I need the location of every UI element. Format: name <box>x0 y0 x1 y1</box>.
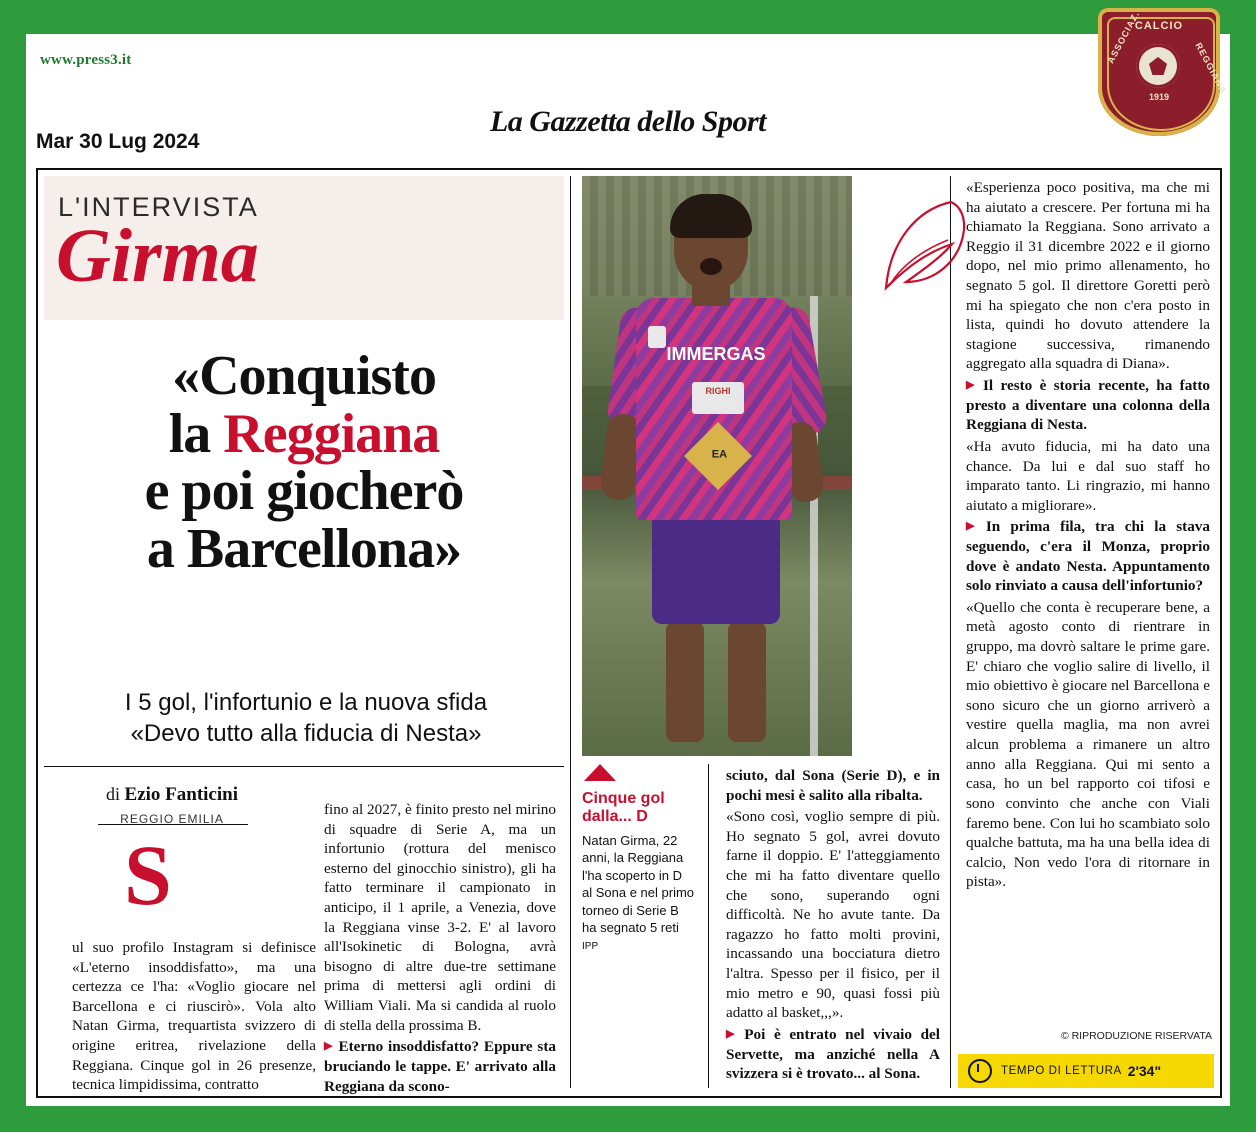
byline-prefix: di <box>106 784 125 804</box>
body-column-2 <box>324 800 556 1098</box>
caption-title-line-2: dalla... D <box>582 808 648 826</box>
rule-left <box>36 168 38 1098</box>
jersey-patch-diamond-text: EA <box>711 448 728 461</box>
headline-line-2a: la <box>168 402 224 465</box>
section-kicker: L'INTERVISTA <box>58 192 259 222</box>
caption-arrow-icon <box>584 764 616 781</box>
col4-paragraph-1: «Esperienza poco positiva, ma che mi ha aiutato a crescere. Per fortuna mi ha chiamato la Reggiana. Sono arrivato a Reggio il 31 dicembre 2022 e il giorno dopo, nel mio primo allenamento, ho segnato 5 gol. Il direttore Goretti però mi ha spiegato che non c'era posto in lista, quindi ho dovuto attendere la stagione successiva, rimanendo aggregato alla squadra di Diana». <box>966 179 1210 373</box>
crest-year: 1919 <box>1148 92 1170 102</box>
article-photo <box>582 176 852 756</box>
rule-col-last <box>950 176 951 1088</box>
body-column-4 <box>966 178 1210 894</box>
subject-name: Girma <box>56 214 259 298</box>
bottom-green-band <box>0 1106 1256 1132</box>
jersey-patch-righi-text: RIGHI <box>705 386 731 396</box>
clock-icon <box>968 1059 992 1083</box>
jersey-sponsor-text: IMMERGAS <box>666 344 766 364</box>
body-column-1 <box>72 938 316 1097</box>
article-page <box>36 168 1222 1098</box>
col3-paragraph-1: «Sono così, voglio sempre di più. Ho segnato 5 gol, avrei dovuto farne il doppio. E' l'atteggiamento che mi ha fatto diventare quello che sono, superando ogni difficoltà. Ne ho avute tante. Da ragazzo ho fatto molti provini, incassando una bocciatura dietro l'altra. Spesso per il fisico, per il mio metro e 90, quasi fossi più adatto al basket,,,». <box>726 808 940 1022</box>
photo-leg-left <box>666 622 704 742</box>
rule-col-photo <box>570 176 571 1088</box>
left-green-band <box>0 0 26 1132</box>
subhead-line-2: «Devo tutto alla fiducia di Nesta» <box>130 719 482 747</box>
right-green-band <box>1230 0 1256 1132</box>
col1-paragraph-1: ul suo profilo Instagram si definisce «L'eterno insoddisfatto», ma una certezza ce l'ha: «Voglio giocare nel Barcellona e ci riuscirò». Vola alto Natan Girma, trequartista svizzero di origine eritrea, rivelazione della Reggiana. Cinque gol in 26 presenze, tecnica limpidissima, contratto <box>72 939 316 1094</box>
rule-right <box>1220 168 1222 1098</box>
rule-col-caption <box>708 764 709 1088</box>
site-url[interactable]: www.press3.it <box>40 52 132 68</box>
crest-top-text: CALCIO <box>1134 20 1184 32</box>
col4-paragraph-3: «Quello che conta è recuperare bene, a metà agosto conto di rientrare in gruppo, ma dovrò saltare le prime gare. E' chiaro che voglio salire di livello, il mio obiettivo è giocare nel Barcellona e sono sicuro che un giorno arriverò a vestire quella maglia, ma non avrei alcun problema a rimanere un altro anno alla Reggiana. Qui mi sento a casa, ho un bel rapporto coi tifosi e sono convinto che anche con Viali faremo bene. Con lui ho scambiato solo qualche battuta, ma ha una bella idea di calcio, Non vedo l'ora di ritornare in pista». <box>966 598 1210 891</box>
col3-question-1: ▶ Poi è entrato nel vivaio del Servette, ma anziché nella A svizzera si è trovato... al Sona. <box>726 1025 940 1084</box>
headline-line-2 <box>48 402 560 465</box>
rule-top <box>36 168 1222 170</box>
masthead-title: La Gazzetta dello Sport <box>489 105 766 138</box>
byline-city: REGGIO EMILIA <box>120 812 224 826</box>
col4-question-1: ▶ Il resto è storia recente, ha fatto presto a diventare una colonna della Reggiana di Nesta. <box>966 376 1210 435</box>
col4-paragraph-2: «Ha avuto fiducia, mi ha dato una chance. Da lui e dal suo staff ho imparato tanto. Li ringrazio, mi hanno aiutato a migliorare». <box>966 437 1210 514</box>
reading-time-badge <box>958 1054 1214 1088</box>
copyright-notice: © RIPRODUZIONE RISERVATA <box>1060 1030 1212 1042</box>
byline <box>72 784 272 826</box>
issue-date: Mar 30 Lug 2024 <box>36 130 200 153</box>
headline-line-4: a Barcellona» <box>146 518 462 581</box>
caption-title-line-1: Cinque gol <box>582 790 665 807</box>
jersey-patch-righi <box>692 382 744 414</box>
reggiana-crest-logo <box>1098 8 1220 136</box>
caption-body: Natan Girma, 22 anni, la Reggiana l'ha scoperto in D al Sona e nel primo torneo di Serie B ha segnato 5 reti <box>582 833 695 936</box>
subhead-line-1: I 5 gol, l'infortunio e la nuova sfida <box>124 689 488 716</box>
headline-line-3: e poi giocherò <box>144 460 464 523</box>
article-subhead <box>50 688 562 749</box>
byline-author: Ezio Fanticini <box>124 784 238 805</box>
body-column-3 <box>726 766 940 1086</box>
top-green-band <box>0 0 1256 34</box>
drop-cap: S <box>124 827 172 923</box>
photo-player-mouth <box>700 258 722 275</box>
col3-question-continuation: sciuto, dal Sona (Serie D), e in pochi mesi è salito alla ribalta. <box>726 767 940 804</box>
headline-line-2b: Reggiana <box>223 402 440 465</box>
page-title <box>48 345 560 581</box>
col2-paragraph-1: fino al 2027, è finito presto nel mirino di squadre di Serie A, ma un infortunio (rottura del menisco esterno del ginocchio sinistro), gli ha fatto terminare il campionato in anticipo, il 1 aprile, a Venezia, dove la Reggiana vinse 3-2. E' al lavoro all'Isokinetic di Bologna, avrà bisogno di altre due-tre settimane prima di mettersi agli ordini di William Viali. Ma si candida al ruolo di stella della prossima B. <box>324 801 556 1034</box>
caption-credit: IPP <box>582 941 599 953</box>
soccer-ball-icon <box>1136 44 1180 88</box>
caption-text <box>582 832 694 954</box>
caption-title <box>582 790 692 827</box>
photo-shorts <box>652 514 780 624</box>
headline-line-1: «Conquisto <box>172 345 436 407</box>
reading-time-label: TEMPO DI LETTURA <box>1001 1065 1122 1077</box>
col2-question-1: ▶ Eterno insoddisfatto? Eppure sta bruciando le tappe. E' arrivato alla Reggiana da scono- <box>324 1037 556 1096</box>
rule-head-body <box>44 766 564 767</box>
col4-question-2: ▶ In prima fila, tra chi la stava seguendo, c'era il Monza, proprio dove è andato Nesta. Appuntamento solo rinviato a causa dell'infortunio? <box>966 517 1210 595</box>
reading-time-value: 2'34" <box>1127 1063 1162 1079</box>
feather-icon <box>856 196 976 306</box>
photo-leg-right <box>728 622 766 742</box>
